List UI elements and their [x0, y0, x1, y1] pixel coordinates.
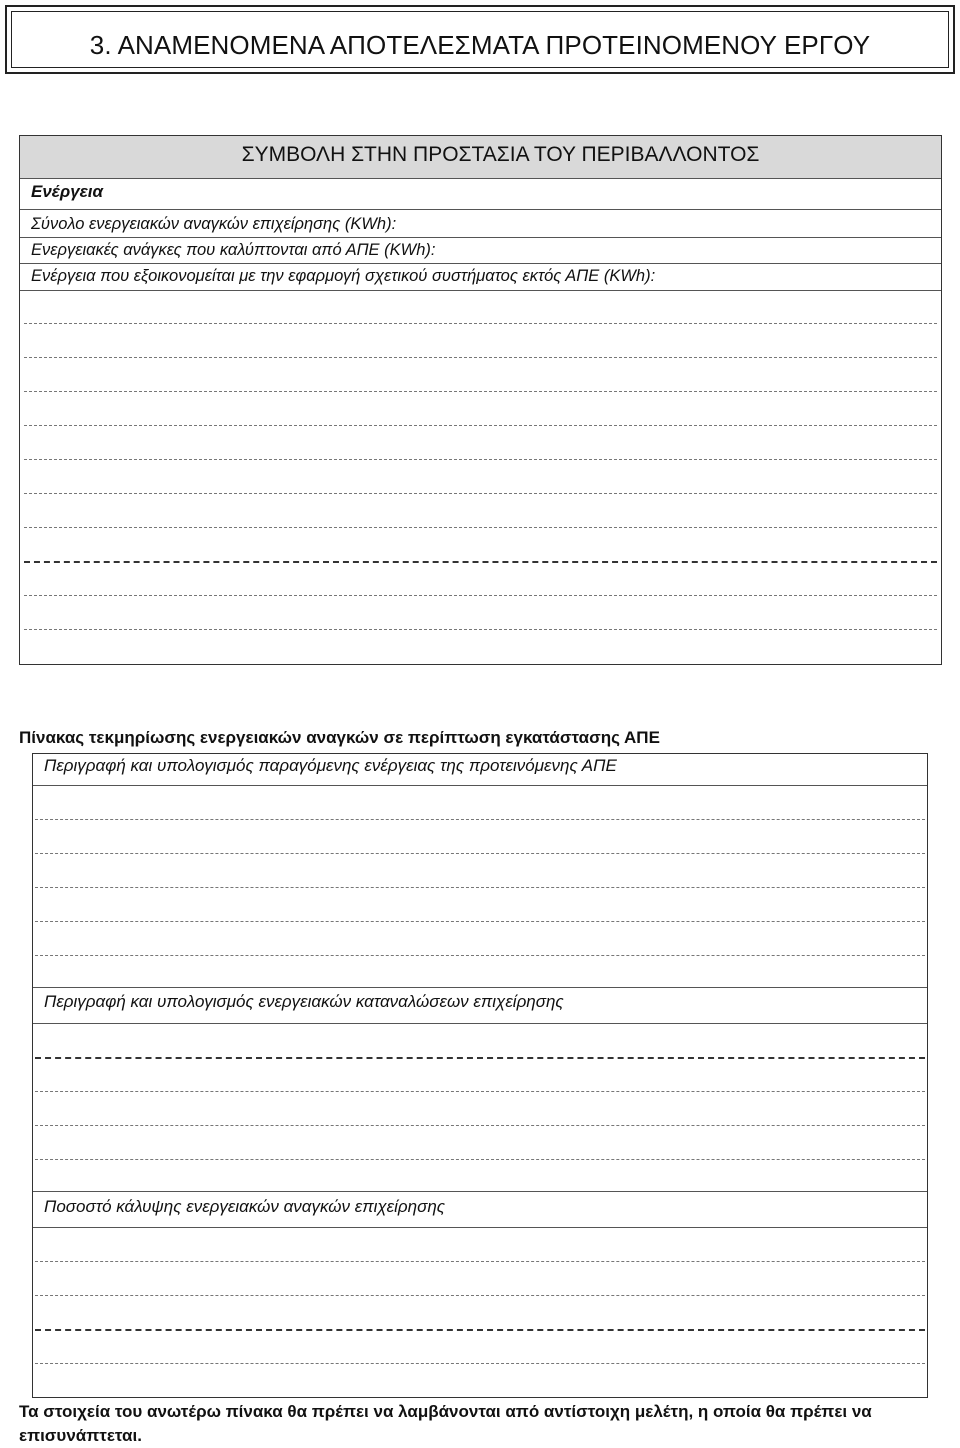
row-divider — [33, 1191, 927, 1192]
dashed-writing-line[interactable] — [24, 459, 937, 460]
dashed-writing-line[interactable] — [24, 527, 937, 528]
res-documentation-caption: Πίνακας τεκμηρίωσης ενεργειακών αναγκών σε περίπτωση εγκατάστασης ΑΠΕ — [19, 728, 660, 747]
row-divider — [20, 290, 941, 291]
total-energy-needs-field[interactable]: Σύνολο ενεργειακών αναγκών επιχείρησης (KWh): — [31, 215, 397, 233]
dashed-writing-line[interactable] — [24, 595, 937, 596]
dashed-writing-line[interactable] — [24, 561, 937, 563]
environment-table-title: ΣΥΜΒΟΛΗ ΣΤΗΝ ΠΡΟΣΤΑΣΙΑ ΤΟΥ ΠΕΡΙΒΑΛΛΟΝΤΟΣ — [241, 143, 760, 166]
row-divider — [33, 987, 927, 988]
section-title: 3. ΑΝΑΜΕΝΟΜΕΝΑ ΑΠΟΤΕΛΕΣΜΑΤΑ ΠΡΟΤΕΙΝΟΜΕΝΟΥ ΕΡΓΟΥ — [89, 30, 871, 60]
res-production-description-label: Περιγραφή και υπολογισμός παραγόμενης ενέργειας της προτεινόμενης ΑΠΕ — [44, 756, 617, 775]
environment-table-header — [20, 136, 941, 179]
dashed-writing-line[interactable] — [24, 357, 937, 358]
row-divider — [20, 263, 941, 264]
section-header — [5, 5, 955, 74]
consumption-description-label: Περιγραφή και υπολογισμός ενεργειακών καταναλώσεων επιχείρησης — [44, 992, 564, 1011]
section-header-inner-border — [11, 11, 949, 68]
dashed-writing-line[interactable] — [24, 629, 937, 630]
row-divider — [20, 209, 941, 210]
res-documentation-table — [32, 753, 928, 1398]
dashed-writing-line[interactable] — [35, 819, 925, 820]
dashed-writing-line[interactable] — [35, 1159, 925, 1160]
row-divider — [33, 785, 927, 786]
dashed-writing-line[interactable] — [35, 887, 925, 888]
row-divider — [33, 1227, 927, 1228]
row-divider — [33, 1023, 927, 1024]
row-divider — [20, 237, 941, 238]
res-covered-needs-field[interactable]: Ενεργειακές ανάγκες που καλύπτονται από ΑΠΕ (KWh): — [31, 241, 436, 259]
dashed-writing-line[interactable] — [24, 493, 937, 494]
dashed-writing-line[interactable] — [35, 1329, 925, 1331]
dashed-writing-line[interactable] — [24, 425, 937, 426]
energy-label: Ενέργεια — [31, 182, 104, 201]
environment-contribution-table — [19, 135, 942, 665]
footer-note: Τα στοιχεία του ανωτέρω πίνακα θα πρέπει να λαμβάνονται από αντίστοιχη μελέτη, η οποία θα πρέπει να επισυνάπτεται. — [19, 1402, 872, 1445]
dashed-writing-line[interactable] — [35, 955, 925, 956]
coverage-percentage-label: Ποσοστό κάλυψης ενεργειακών αναγκών επιχείρησης — [44, 1197, 446, 1216]
dashed-writing-line[interactable] — [24, 391, 937, 392]
dashed-writing-line[interactable] — [35, 853, 925, 854]
dashed-writing-line[interactable] — [35, 1363, 925, 1364]
dashed-writing-line[interactable] — [35, 1125, 925, 1126]
dashed-writing-line[interactable] — [35, 1057, 925, 1059]
energy-saved-field[interactable]: Ενέργεια που εξοικονομείται με την εφαρμογή σχετικού συστήματος εκτός ΑΠΕ (KWh): — [31, 267, 656, 285]
dashed-writing-line[interactable] — [35, 1261, 925, 1262]
dashed-writing-line[interactable] — [35, 1295, 925, 1296]
dashed-writing-line[interactable] — [24, 323, 937, 324]
dashed-writing-line[interactable] — [35, 1091, 925, 1092]
dashed-writing-line[interactable] — [35, 921, 925, 922]
